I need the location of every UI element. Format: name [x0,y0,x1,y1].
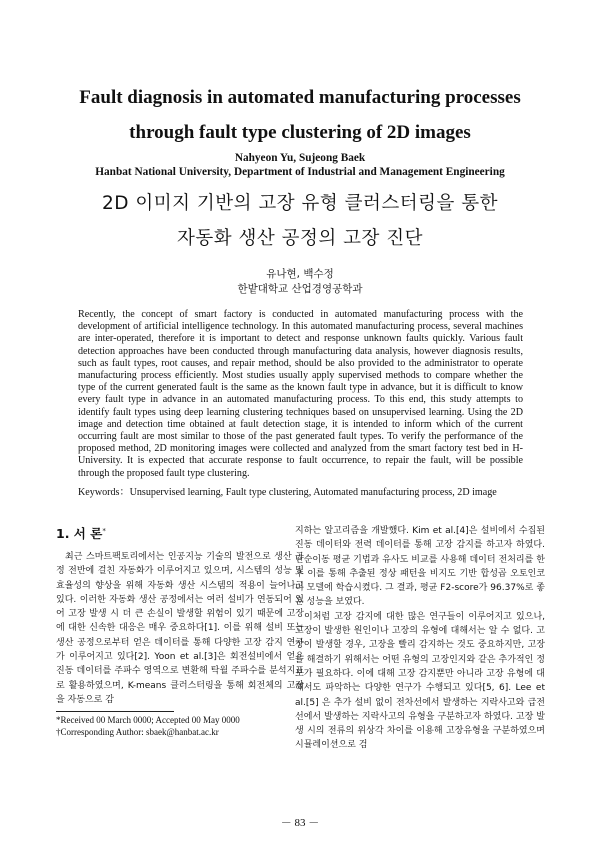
title-korean-line-1: 2D 이미지 기반의 고장 유형 클러스터링을 통한 [102,193,498,214]
left-column-paragraph: 최근 스마트팩토리에서는 인공지능 기술의 발전으로 생산 공정 전반에 걸친 자동화가 이루어지고 있으며, 시스템의 성능 및 효율성의 향상을 위해 자동화 생산 시스템의 적용이 늘어나고 있다. 이러한 자동화 생산 공정에서는 여러 설비가 연동되어 있어 고장 발생 시 더 큰 손실이 발생할 위험이 있기 때문에 고장에 대한 신속한 대응은 매우 중요하다[1]. 이를 위해 설비 또는 생산 공정으로부터 얻은 데이터를 통해 다양한 고장 감지 연구가 이루어지고 있다[2]. Yoon et al.[3]은 회전설비에서 얻은 진동 데이터를 주파수 영역으로 변환해 탁월 주파수를 분석지표로 활용하였으며, K-means 클러스터링을 통해 회전체의 고장을 자동으로 감 [56,552,304,705]
section-footnote-mark: * [102,526,106,535]
authors-korean-block [40,267,560,297]
page-number: － 83 － [280,817,320,829]
right-column [295,524,545,753]
title-english-line-2: through fault type clustering of 2D images [129,122,471,143]
left-column [56,550,304,707]
footnotes [56,714,240,738]
footnote-received: *Received 00 March 0000; Accepted 00 May 0000 [56,715,240,725]
authors-english: Nahyeon Yu, Sujeong Baek [234,152,366,164]
section-title: 1. 서 론 [56,526,103,541]
authors-korean: 유나현, 백수정 [266,268,334,280]
keywords: Keywords：Unsupervised learning, Fault type clustering, Automated manufacturing process, 2D image [78,487,497,498]
abstract: Recently, the concept of smart factory is conducted in automated manufacturing process with the development of artificial intelligence technology. In this automated manufacturing process, several machines are inter-operated, therefore it is important to detect and response unknown faults quickly. Various fault detection approaches have been conducted through manufacturing data analysis, however diagnosis results, such as fault types, root causes, and repair method, should be also provided to the administrator to operate manufacturing process efficiently. Most studies usually apply supervised methods to compare whether the type of the current generated fault is the same as the known fault type in advance, but it is difficult to know every fault type in advance in an automated manufacturing process. To this end, this study attempts to identify fault types using deep learning clustering techniques based on unsupervised learning. Using the 2D image and detection time obtained at fault detection stage, it is intended to inform which of the current occurring fault are most similar to those of the past generated fault types. To verify the performance of the proposed method, 2D monitoring images were collected and analyzed from the smart factory test bed in H-University. It is expected that accurate response to fault occurrence, to repair the fault, will be possible through the proposed fault type clustering. [78,309,523,479]
paper-title-korean [40,186,560,256]
right-column-paragraph-2: 이처럼 고장 감지에 대한 많은 연구들이 이루어지고 있으나, 고장이 발생한 원인이나 고장의 유형에 대해서는 알 수 없다. 고장이 발생할 경우, 고장을 빨리 감지하는 것도 중요하지만, 고장을 해결하기 위해서는 어떤 유형의 고장인지와 같은 추가적인 정보가 필요하다. 이에 대해 고장 감지뿐만 아니라 고장 유형에 대해서도 파악하는 다양한 연구가 수행되고 있다[5, 6]. Lee et al.[5] 은 추가 설비 없이 전차선에서 발생하는 지락사고와 급전선에서 발생하는 지락사고의 유형을 구분하고자 하였다. 고장 발생 시의 전류의 위상각 차이를 이용해 고장유형을 구분하였으며 시뮬레이션으로 검 [295,611,545,751]
footnote-divider [56,711,174,712]
affiliation-english: Hanbat National University, Department of Industrial and Management Engineering [95,166,505,178]
paper-title-english [40,80,560,150]
title-english-line-1: Fault diagnosis in automated manufacturing processes [79,87,521,108]
section-heading-introduction [56,524,106,542]
authors-english-block [40,151,560,179]
right-column-paragraph-1: 지하는 알고리즘을 개발했다. Kim et al.[4]은 설비에서 수집된 진동 데이터와 전력 데이터를 통해 고장 감지를 하고자 하였다. 단순이동 평균 기법과 유사도 비교를 사용해 데이터 전처리를 한 후 이를 통해 추출된 정상 패턴을 비지도 기반 합성곱 오토인코더 모델에 학습시켰다. 그 결과, 평균 F2-score가 96.37%로 좋은 성능을 보였다. [295,526,545,608]
title-korean-line-2: 자동화 생산 공정의 고장 진단 [177,228,423,249]
footnote-corresponding-author: †Corresponding Author: sbaek@hanbat.ac.kr [56,727,219,737]
affiliation-korean: 한밭대학교 산업경영공학과 [237,283,363,295]
